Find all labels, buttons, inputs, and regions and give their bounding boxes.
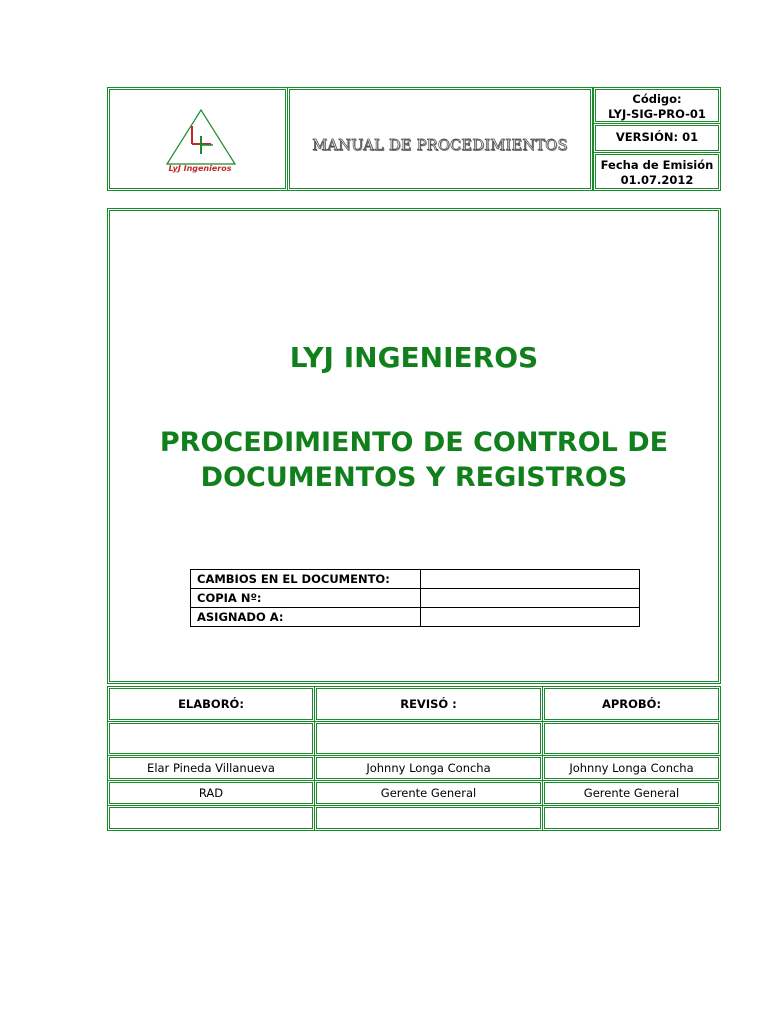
header-logo-cell — [107, 87, 288, 191]
header-title-cell — [287, 87, 593, 191]
manual-title: MANUAL DE PROCEDIMIENTOS — [312, 138, 568, 154]
date-label: Fecha de Emisión — [600, 158, 714, 172]
elaborated-header: ELABORÓ: — [107, 686, 315, 722]
header-meta — [593, 87, 721, 191]
main-content-box — [107, 208, 721, 684]
approved-role: Gerente General — [542, 780, 721, 806]
date-value: 01.07.2012 — [620, 173, 694, 187]
code-label: Código: — [632, 92, 682, 106]
reviewed-name: Johnny Longa Concha — [314, 755, 543, 781]
approved-name: Johnny Longa Concha — [542, 755, 721, 781]
signature-cell — [542, 721, 721, 756]
elaborated-role: RAD — [107, 780, 315, 806]
assigned-value — [421, 608, 640, 627]
assigned-label: ASIGNADO A: — [191, 608, 421, 627]
document-changes-table — [190, 569, 640, 627]
document-code-cell — [593, 87, 721, 124]
table-row — [191, 608, 640, 627]
reviewed-role: Gerente General — [314, 780, 543, 806]
changes-value — [421, 570, 640, 589]
approved-header: APROBÓ: — [542, 686, 721, 722]
empty-cell — [542, 805, 721, 831]
empty-cell — [107, 805, 315, 831]
empty-cell — [314, 805, 543, 831]
issue-date-cell — [593, 152, 721, 191]
code-value: LYJ-SIG-PRO-01 — [608, 107, 706, 121]
signature-table — [107, 686, 721, 834]
procedure-title-line2: DOCUMENTOS Y REGISTROS — [200, 462, 628, 493]
procedure-title-line1: PROCEDIMIENTO DE CONTROL DE — [159, 427, 669, 458]
company-name: LYJ INGENIEROS — [289, 341, 539, 374]
version-cell — [593, 123, 721, 153]
signature-cell — [314, 721, 543, 756]
signature-cell — [107, 721, 315, 756]
changes-label: CAMBIOS EN EL DOCUMENTO: — [191, 570, 421, 589]
table-row — [191, 589, 640, 608]
table-row — [191, 570, 640, 589]
elaborated-name: Elar Pineda Villanueva — [107, 755, 315, 781]
copy-value — [421, 589, 640, 608]
logo-text: LyJ Ingenieros — [168, 164, 232, 173]
copy-label: COPIA Nº: — [191, 589, 421, 608]
company-logo-icon — [165, 108, 237, 166]
version-text: VERSIÓN: 01 — [615, 130, 699, 144]
reviewed-header: REVISÓ : — [314, 686, 543, 722]
